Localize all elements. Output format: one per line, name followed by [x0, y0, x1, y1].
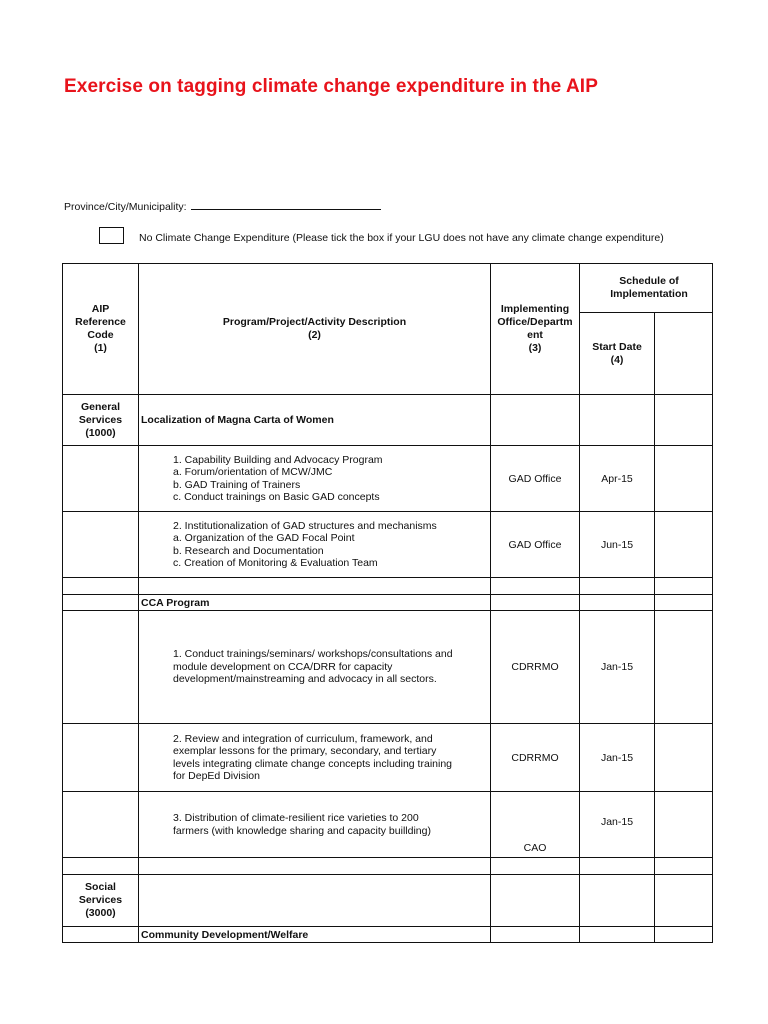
table-row-empty	[63, 578, 713, 595]
program-community-development: Community Development/Welfare	[139, 927, 491, 943]
program-cca: CCA Program	[139, 595, 491, 611]
aip-code-social-services: Social Services (3000)	[63, 875, 139, 927]
province-label: Province/City/Municipality:	[64, 201, 187, 213]
table-header-row	[63, 264, 713, 313]
implementing-office: CAO	[491, 792, 580, 858]
header-implementing-office: Implementing Office/Departm ent (3)	[491, 264, 580, 395]
activity-description: 3. Distribution of climate-resilient rice varieties to 200 farmers (with knowledge sharing and capacity buillding)	[139, 792, 491, 858]
table-row	[63, 512, 713, 578]
province-input-line[interactable]	[191, 200, 381, 210]
table-row	[63, 611, 713, 724]
table-row	[63, 395, 713, 446]
table-row	[63, 875, 713, 927]
start-date: Jun-15	[580, 512, 655, 578]
start-date: Apr-15	[580, 446, 655, 512]
aip-table	[62, 263, 713, 943]
start-date: Jan-15	[580, 724, 655, 792]
page-title: Exercise on tagging climate change expenditure in the AIP	[64, 76, 598, 97]
activity-description: 1. Conduct trainings/seminars/ workshops/consultations and module development on CCA/DRR for capacity development/mainstreaming and advocacy in all sectors.	[139, 611, 491, 724]
header-schedule: Schedule of Implementation	[580, 264, 713, 313]
table-row-empty	[63, 858, 713, 875]
activity-description: 2. Review and integration of curriculum, framework, and exemplar lessons for the primary, secondary, and tertiary levels integrating climate change concepts including training for DepEd Division	[139, 724, 491, 792]
program-magna-carta: Localization of Magna Carta of Women	[139, 395, 491, 446]
start-date: Jan-15	[580, 792, 655, 858]
header-start-date: Start Date (4)	[580, 313, 655, 395]
province-field	[64, 200, 381, 213]
activity-description: 2. Institutionalization of GAD structures and mechanisms a. Organization of the GAD Focal Point b. Research and Documentation c. Creation of Monitoring & Evaluation Team	[139, 512, 491, 578]
header-aip-code: AIP Reference Code (1)	[63, 264, 139, 395]
table-row	[63, 446, 713, 512]
header-end-date	[655, 313, 713, 395]
no-climate-change-checkbox[interactable]	[99, 227, 124, 244]
implementing-office: CDRRMO	[491, 724, 580, 792]
aip-code-general-services: General Services (1000)	[63, 395, 139, 446]
implementing-office: CDRRMO	[491, 611, 580, 724]
table-row	[63, 792, 713, 858]
implementing-office: GAD Office	[491, 446, 580, 512]
table-row	[63, 595, 713, 611]
no-climate-change-label: No Climate Change Expenditure (Please tick the box if your LGU does not have any climate change expenditure)	[139, 232, 664, 244]
table-row	[63, 724, 713, 792]
implementing-office: GAD Office	[491, 512, 580, 578]
start-date: Jan-15	[580, 611, 655, 724]
activity-description: 1. Capability Building and Advocacy Program a. Forum/orientation of MCW/JMC b. GAD Training of Trainers c. Conduct trainings on Basic GAD concepts	[139, 446, 491, 512]
header-description: Program/Project/Activity Description (2)	[139, 264, 491, 395]
table-row	[63, 927, 713, 943]
aip-table-container	[62, 263, 688, 943]
